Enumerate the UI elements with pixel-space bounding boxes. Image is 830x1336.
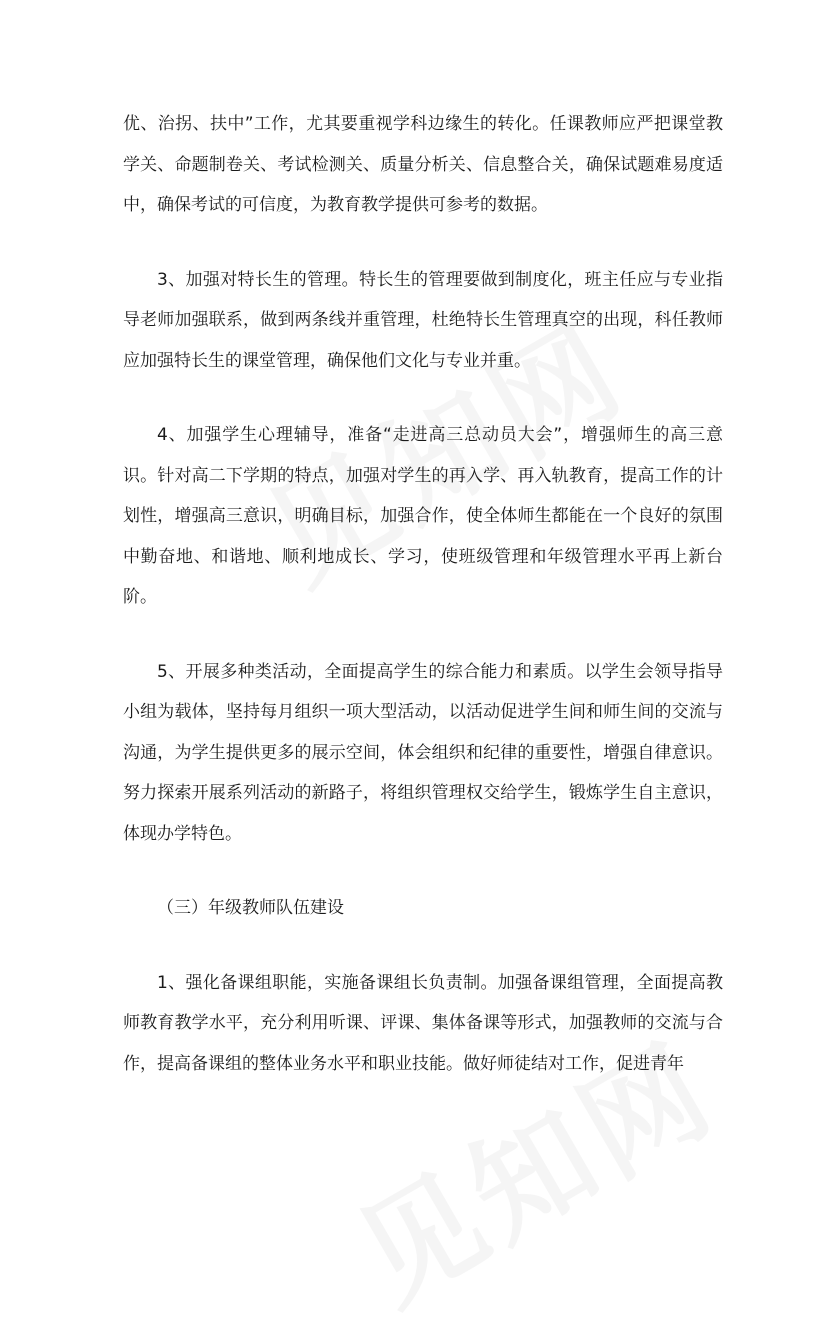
- paragraph-item-3: 3、加强对特长生的管理。特长生的管理要做到制度化，班主任应与专业指导老师加强联系，做到两条线并重管理，杜绝特长生管理真空的出现，科任教师应加强特长生的课堂管理，确保他们文化与专业并重。: [123, 269, 723, 371]
- paragraph-continuation: 优、治拐、扶中”工作，尤其要重视学科边缘生的转化。任课教师应严把课堂教学关、命题制卷关、考试检测关、质量分析关、信息整合关，确保试题难易度适中，确保考试的可信度，为教育教学提供可参考的数据。: [123, 114, 723, 215]
- section-heading: （三）年级教师队伍建设: [157, 898, 344, 918]
- paragraph-item-1: 1、强化备课组职能，实施备课组长负责制。加强备课组管理，全面提高教师教育教学水平，充分利用听课、评课、集体备课等形式，加强教师的交流与合作，提高备课组的整体业务水平和职业技能。做好师徒结对工作，促进青年: [123, 972, 723, 1074]
- paragraph-item-4: 4、加强学生心理辅导，准备“走进高三总动员大会”，增强师生的高三意识。针对高二下学期的特点，加强对学生的再入学、再入轨教育，提高工作的计划性，增强高三意识，明确目标，加强合作，使全体师生都能在一个良好的氛围中勤奋地、和谐地、顺利地成长、学习，使班级管理和年级管理水平再上新台阶。: [123, 425, 723, 607]
- paragraph-item-5: 5、开展多种类活动，全面提高学生的综合能力和素质。以学生会领导指导小组为载体，坚持每月组织一项大型活动，以活动促进学生间和师生间的交流与沟通，为学生提供更多的展示空间，体会组织和纪律的重要性，增强自律意识。努力探索开展系列活动的新路子，将组织管理权交给学生，锻炼学生自主意识，体现办学特色。: [123, 661, 723, 844]
- document-body: [123, 104, 723, 1084]
